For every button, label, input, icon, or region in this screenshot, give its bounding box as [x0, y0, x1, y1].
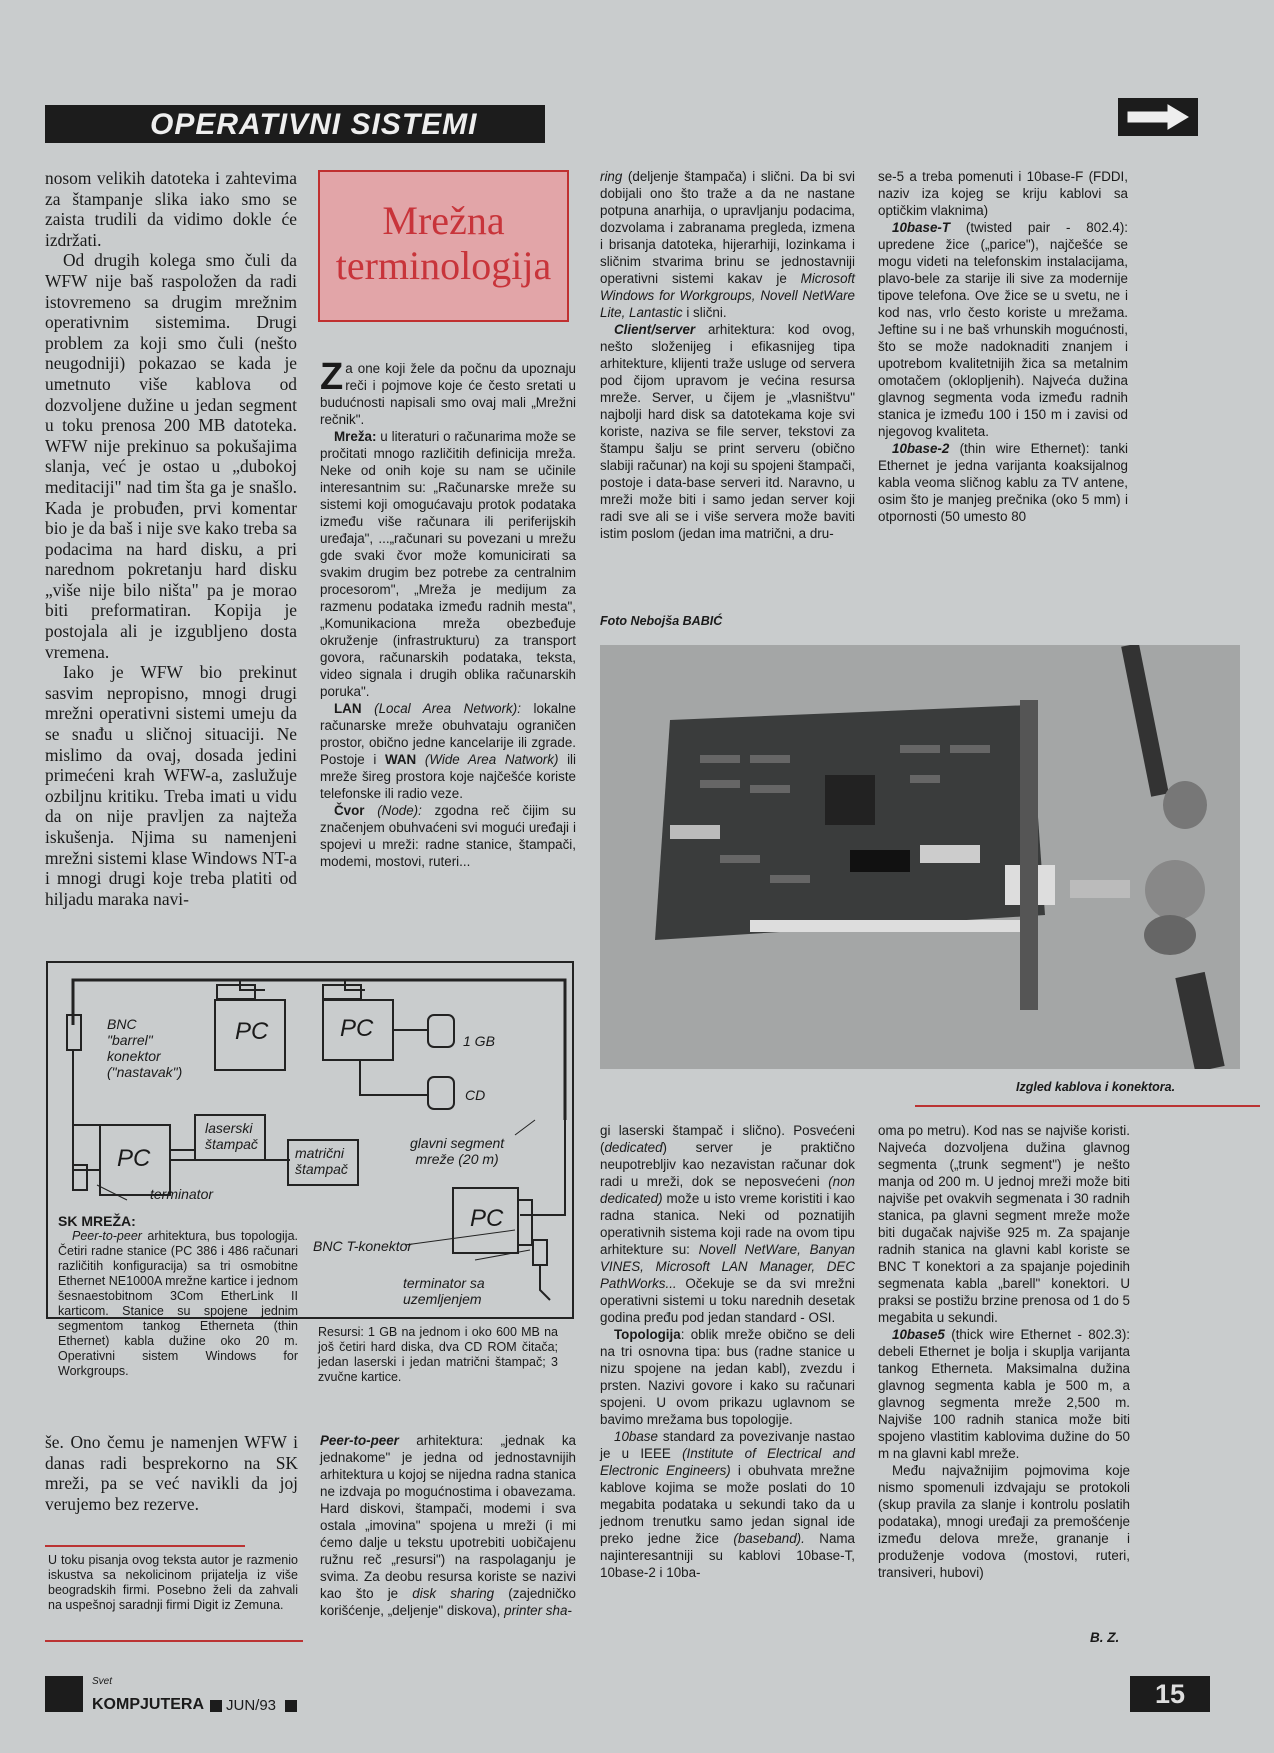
- main-segment-label: glavni segment mreže (20 m): [410, 1135, 505, 1167]
- footer-issue: JUN/93: [226, 1697, 277, 1714]
- resources-description: Resursi: 1 GB na jednom i oko 600 MB na još četiri hard diska, dva CD ROM čitača; jedan laserski i jedan matrični štampač; 3 zvučne kartice.: [318, 1325, 558, 1384]
- caption-rule: [915, 1105, 1260, 1107]
- paragraph: Čvor (Node): zgodna reč čijim su značenjem obuhvaćeni svi mogući uređaji i spojevi u mreži: radne stanice, štampači, modemi, mostovi, ruteri...: [320, 803, 576, 869]
- pc-label: PC: [235, 1018, 269, 1045]
- column-3: [600, 168, 855, 542]
- paragraph: Client/server arhitektura: kod ovog, nešto složenijeg i efikasnijeg tipa arhitekture, klijenti traže usluge od servera pod čijom upravom je većina resursa mreže. Server, u čijem je „vlasništvu" najbolji hard disk sa datotekama koje svi koriste, naziva se file server, tekstovi za štampu šalju se print serveru (obično slabiji računar) na koji su spojeni štampači, postoje i data-base serveri itd. Naravno, u mreži može biti i samo jedan server koji radi sve ali se i više servera može baviti istim poslom (jedan ima matrični, a dru-: [600, 322, 855, 541]
- section-title: OPERATIVNI SISTEMI: [150, 108, 478, 141]
- paragraph: nosom velikih datoteka i zahtevima za štampanje slika iako smo se zaista trudili da vidimo dokle će izdržati.: [45, 168, 297, 250]
- paragraph: Iako je WFW bio prekinut sasvim nepropisno, mnogi drugi mrežni operativni sistemi umeju da se snađu u sličnoj situaciji. Ne mislimo da ovaj, dosada jedini primećeni krah WFW-a, zaslužuje ozbiljnu kritiku. Treba imati u vidu da on nije pravljen za najteža iskušenja. Njima su namenjeni mrežni sistemi klase Windows NT-a i mnogi drugi koje treba platiti od hiljadu maraka navi-: [45, 662, 297, 909]
- paragraph: Od drugih kolega smo čuli da WFW nije baš raspoložen da radi istovremeno sa drugim mrežnim operativnim sistemima. Drugi problem za koji smo čuli (nešto neugodniji) pokazao se kada je umetnuto više kablova od dozvoljene dužine u jedan segment u toku prenosa 200 MB datoteka. WFW nije prekinuo sa pokušajima slanja, već je ostao u „dubokoj meditaciji" nad tim šta ga je snašlo. Kada je probuđen, prvi komentar bio je da baš i nije sve kako treba sa podacima na hard disku, a pri narednom pokretanju hard disku „više nije bilo ništa" pa je morao biti preformatiran. Kopija je postojala ali je izgubljeno dosta vremena.: [45, 250, 297, 662]
- terminator-label: terminator: [150, 1186, 214, 1202]
- footer-square: [285, 1700, 297, 1712]
- network-card-photo: [600, 645, 1240, 1069]
- signature: B. Z.: [1090, 1630, 1120, 1645]
- matrix-printer-label: matrični štampač: [295, 1145, 348, 1177]
- column-3-end: gi laserski štampač i slično). Posvećeni (dedicated) server je praktično neupotrebljiv kao nezavistan računar dok radi u mreži, dok se neposvećeni (non dedicated) može u isto vreme koristiti i kao radna stanica. Neki od poznatijih operativnih sistema koji rade na ovom tipu arhitekture su: Novell NetWare, Banyan VINES, Microsoft LAN Manager, DEC PathWorks... Očekuje se da svi mrežni operativni sistemi u toku narednih desetak godina pređu pod jedan standard - OSI. Topologija: oblik mreže obično se deli na tri osnovna tipa: bus (radne stanice u nizu spojene na jedan kabl), zvezdu i prsten. Nazivi govore i kako su računari spojeni. U ovom prikazu uglavnom se bavimo mrežama bus topologije. 10base standard za povezivanje nastao je u IEEE (Institute of Electrical and Electronic Engineers) i obuhvata mrežne kablove kojima se može poslati do 10 megabita podataka u sekundi tako da u jednom trenutku samo jedan signal ide preko jedne žice (baseband). Nama najinteresantniji su kablovi 10base-T, 10base-2 i 10ba-: [600, 1123, 855, 1580]
- laser-printer-label: laserski štampač: [205, 1120, 258, 1152]
- paragraph: 10base-2 (thin wire Ethernet): tanki Ethernet je jedna varijanta koaksijalnog kabla veoma sličnog kablu za TV antene, osim što je manjeg prečnika (oko 5 mm) i otpornosti (50 umesto 80: [878, 441, 1128, 524]
- photo-credit: Foto Nebojša BABIĆ: [600, 614, 723, 628]
- paragraph: LAN (Local Area Network): lokalne računarske mreže obuhvataju ograničen prostor, obično jedne kancelarije ili zgrade. Postoje i WAN (Wide Area Natwork) ili mreže šireg prostora koje najčešće koriste telefonske ili radio veze.: [320, 701, 576, 801]
- paragraph: ring (deljenje štampača) i slični. Da bi svi dobijali ono što traže a da ne nastane potpuna anarhija, o upravljanju podacima, dozvolama i zabranama pregleda, izmena i brisanja datoteka, hijerarhiji, lozinkama i sličnim stvarima brinu se jednostavniji operativni sistemi kakav je Microsoft Windows for Workgroups, Novell NetWare Lite, Lantastic i slični.: [600, 169, 855, 320]
- footer-svet: Svet: [92, 1676, 113, 1687]
- footer-block: [45, 1676, 83, 1712]
- intro-paragraph: Za one koji žele da počnu da upoznaju reči i pojmove koje će često sretati u budućnosti napisali smo ovaj mali „Mrežni rečnik".: [320, 356, 576, 427]
- footer-magazine: KOMPJUTERA: [92, 1696, 205, 1713]
- note-rule: [45, 1545, 245, 1547]
- pc-label: PC: [470, 1205, 504, 1232]
- sidebar-title-box: [318, 170, 569, 322]
- continue-arrow-icon: [1118, 98, 1198, 136]
- column-4: [878, 168, 1128, 525]
- sk-network-description: SK MREŽA: Peer-to-peer arhitektura, bus topologija. Četiri radne stanice (PC 386 i 486 računari različitih konfiguracija) sa tri osmobitne Ethernet NE1000A mrežne kartice i jednom šesnaestobitnom 3Com EtherLink II karticom. Stanice su spojene jednim segmentom tankog Etherneta (thin Ethernet) kabla dužine oko 20 m. Operativni sistem Windows for Workgroups.: [58, 1213, 298, 1378]
- disk-label: 1 GB: [463, 1033, 495, 1049]
- note-rule: [45, 1640, 303, 1642]
- footer-square: [210, 1700, 222, 1712]
- sidebar-title: Mrežna terminologija: [335, 198, 552, 288]
- column-4-end: oma po metru). Kod nas se najviše koristi. Najveća dozvoljena dužina glavnog segmenta („trunk segment") je nešto manja od 200 m. U jednoj mreži može biti najviše pet ovakvih segmenata i 30 radnih stanica, pa glavni segment mreže može biti dugačak najviše 925 m. Za spajanje radnih stanica na glavni kabl koriste se BNC T konektori a za spajanje pojedinih segmenata kabla „barell" konektori. U praksi se postižu brzine prenosa od 1 do 5 megabita u sekundi. 10base5 (thick wire Ethernet - 802.3): debeli Ethernet je bolja i skuplja varijanta tankog Etherneta. Maksimalna dužina glavnog segmenta kabla je 500 m, a glavnog segmenta mreže 2,500 m. Najviše 100 radnih stanica može biti spojeno vlastitim kablovima dužine do 50 m na glavni kabl mreže. Među najvažnijim pojmovima koje nismo spomenuli izdvajaju se protokoli (skup pravila za slanje i kontrolu poslatih podataka), mnogi uređaji za premošćenje između delova mreže, grananje i produženje vodova (mostovi, ruteri, transiveri, hubovi): [878, 1123, 1130, 1580]
- bnc-t-label: BNC T-konektor: [313, 1238, 413, 1254]
- column-1: [45, 168, 297, 909]
- column-1-end: še. Ono čemu je namenjen WFW i danas radi besprekorno na SK mreži, pa se već navikli da joj verujemo bez rezerve.: [45, 1432, 298, 1514]
- author-note: U toku pisanja ovog teksta autor je razmenio iskustva sa nekolicinom prijatelja iz više beogradskih firmi. Posebno želi da zahvali na uspešnoj saradnji firmi Digit iz Zemuna.: [48, 1553, 298, 1612]
- bnc-barrel-label: BNC "barrel" konektor ("nastavak"): [107, 1016, 183, 1080]
- paragraph: Mreža: u literaturi o računarima može se pročitati mnogo različitih definicija mreža. Neke od onih koje su nam se učinile interesantnim su: „Računarske mreže su sistemi koji omogućavaju protok podataka između više računara ili periferijskih uređaja", ...„računari su povezani u mrežu gde svaki čvor može komunicirati sa svakim drugim bez potrebe za centralnim procesorom", „Mreža je medijum za razmenu podataka između radnih mesta", „Komunikaciona mreža obezbeđuje okruženje (infrastrukturu) za transport govora, računarskih podataka, teksta, video signala i drugih oblika računarskih poruka".: [320, 429, 576, 699]
- photo-caption: Izgled kablova i konektora.: [1016, 1080, 1176, 1094]
- pc-label: PC: [340, 1015, 374, 1042]
- column-2-end: Peer-to-peer arhitektura: „jednak ka jednakome" je jedna od jednostavnijih arhitektura u kojoj se nijedna radna stanica ne izdvaja po mogućnostima i obavezama. Hard diskovi, štampači, modemi i sva ostala „imovina" spojena u mreži (i mi ćemo dalje u tekstu upotrebiti uobičajenu ružnu reč „resursi") na raspolaganju je svima. Za deobu resursa koriste se nazivi kao što je disk sharing (zajedničko korišćenje, „deljenje" diskova), printer sha-: [320, 1433, 577, 1618]
- column-2: [320, 356, 576, 870]
- paragraph: se-5 a treba pomenuti i 10base-F (FDDI, naziv iza kojeg se kriju kablovi sa optičkim vlaknima): [878, 169, 1128, 218]
- cd-label: CD: [465, 1087, 486, 1103]
- paragraph: 10base-T (twisted pair - 802.4): upredene žice („parice"), najčešće se mogu videti na telefonskim instalacijama, plavo-bele za starije ili sive za modernije tipove telefona. Ove žice se u svetu, ne i kod nas, vrlo često koriste u mrežama. Jeftine su i ne baš vrhunskih mogućnosti, što se može nadoknaditi znanjem i upotrebom kvalitetnijih žica sa metalnim omotačem (oklopljenih). Najveća dužina glavnog segmenta voda između radnih stanica je između 100 i 150 m i zavisi od njegovog kvaliteta.: [878, 220, 1128, 439]
- terminator-ground-label: terminator sa uzemljenjem: [403, 1275, 485, 1307]
- pc-label: PC: [117, 1145, 151, 1172]
- page-number: 15: [1130, 1676, 1210, 1712]
